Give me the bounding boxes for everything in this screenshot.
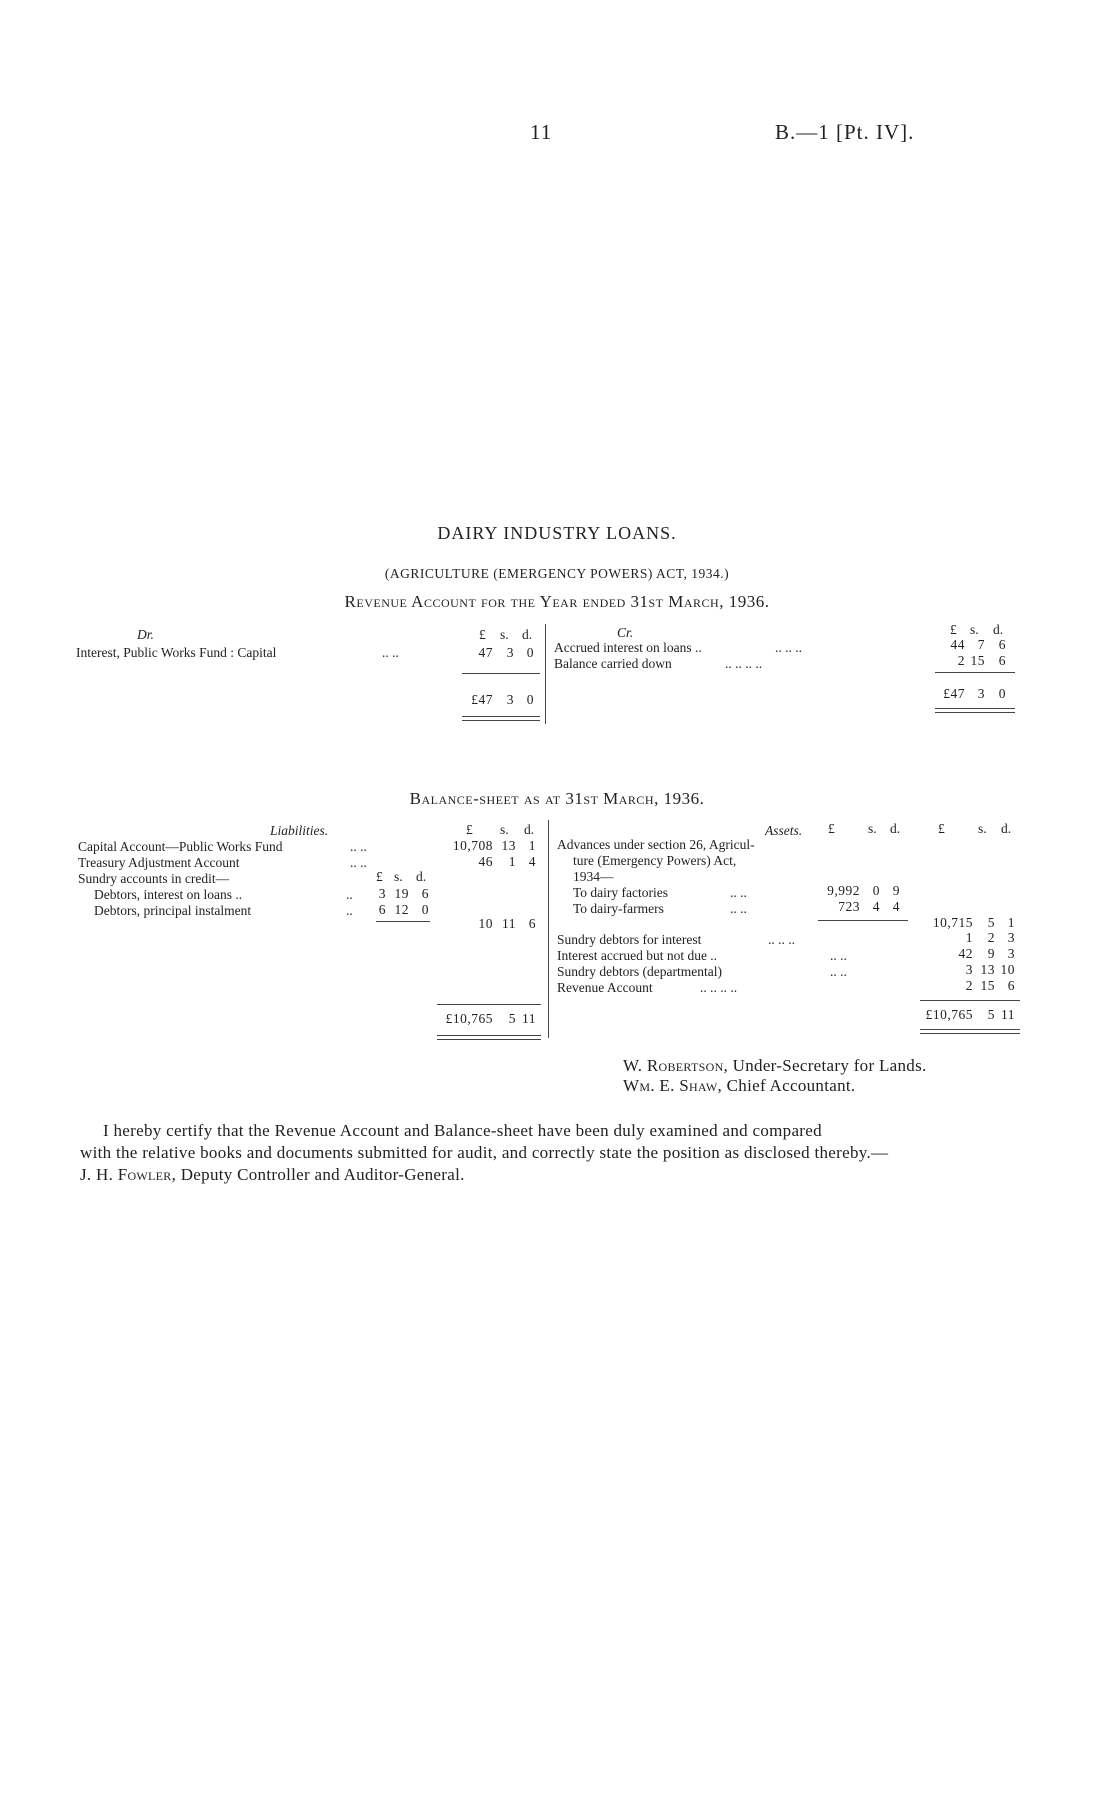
assets-shillings-head: s. [868, 821, 877, 836]
advance-label: To dairy-farmers [573, 901, 664, 916]
amount-pounds: 2 [965, 978, 973, 993]
dr-total-pounds: £47 [471, 692, 493, 707]
amount-pence: 6 [1007, 978, 1015, 993]
dr-total-rule [462, 673, 540, 674]
report-title: DAIRY INDUSTRY LOANS. [437, 523, 677, 543]
amount-pounds: 723 [838, 899, 860, 914]
amount-pence: 6 [998, 637, 1006, 652]
cr-pounds-head: £ [950, 622, 957, 637]
leader-dots: .. .. [730, 885, 747, 900]
act-subtitle: (AGRICULTURE (EMERGENCY POWERS) ACT, 1934.) [384, 566, 730, 581]
liabilities-double-rule [437, 1035, 541, 1040]
asset-label: Sundry debtors for interest [557, 932, 702, 947]
assets-pounds-head: £ [828, 821, 835, 836]
dr-total-shillings: 3 [506, 692, 514, 707]
liability-label: Capital Account—Public Works Fund [78, 839, 283, 854]
sundry-credit-label: Debtors, principal instalment [94, 903, 252, 918]
balance-divider [548, 820, 549, 1038]
assets-total-pounds: £10,765 [925, 1007, 973, 1022]
amount-pence: 0 [421, 902, 429, 917]
certification-line: I hereby certify that the Revenue Account and Balance-sheet have been duly examined and compared [103, 1121, 822, 1140]
sundry-credit-total-pence: 6 [528, 916, 536, 931]
amount-pence: 4 [892, 899, 900, 914]
assets-total-pence-head: d. [1001, 821, 1012, 836]
amount-pounds: 2 [957, 653, 965, 668]
cr-label: Cr. [617, 625, 634, 640]
signatory-name: W. Robertson, [623, 1056, 729, 1075]
advances-total-pounds: 10,715 [932, 915, 973, 930]
cr-pence-head: d. [993, 622, 1004, 637]
amount-pounds: 9,992 [827, 883, 860, 898]
amount-shillings: 15 [980, 978, 995, 993]
advances-total-shillings: 5 [987, 915, 995, 930]
amount-shillings: 13 [501, 838, 516, 853]
liab-pounds-head: £ [466, 822, 473, 837]
amount-shillings: 15 [970, 653, 985, 668]
amount-pounds: 1 [965, 930, 973, 945]
liab-shillings-head: s. [500, 822, 509, 837]
liabilities-total-shillings: 5 [508, 1011, 516, 1026]
amount-shillings: 4 [872, 899, 880, 914]
leader-dots: .. .. [830, 964, 847, 979]
amount-pence: 6 [421, 886, 429, 901]
amount-pounds: 47 [478, 645, 493, 660]
amount-pounds: 42 [958, 946, 973, 961]
document-reference: B.—1 [Pt. IV]. [775, 120, 915, 144]
leader-dots: .. [346, 903, 353, 918]
dr-shillings-head: s. [500, 627, 509, 642]
leader-dots: .. .. .. .. [725, 656, 763, 671]
assets-total-pounds-head: £ [938, 821, 945, 836]
advances-label-line: 1934— [573, 869, 614, 884]
liabilities-label: Liabilities. [270, 823, 329, 838]
leader-dots: .. .. .. .. [700, 980, 738, 995]
certification-signature [80, 1164, 465, 1186]
assets-pence-head: d. [890, 821, 901, 836]
amount-shillings: 7 [977, 637, 985, 652]
amount-pence: 6 [998, 653, 1006, 668]
assets-label: Assets. [765, 823, 803, 838]
amount-pounds: 10,708 [452, 838, 493, 853]
amount-shillings: 3 [506, 645, 514, 660]
cr-row-label: Balance carried down [554, 656, 672, 671]
amount-pounds: 46 [478, 854, 493, 869]
amount-pence: 0 [526, 645, 534, 660]
amount-pence: 10 [1000, 962, 1015, 977]
auditor-name: J. H. Fowler, [80, 1165, 177, 1184]
signatory-name: Wm. E. Shaw, [623, 1076, 723, 1095]
sundry-credit-label: Debtors, interest on loans .. [94, 887, 243, 902]
asset-label: Sundry debtors (departmental) [557, 964, 722, 979]
amount-pounds: 3 [378, 886, 386, 901]
leader-dots: .. .. [730, 901, 747, 916]
cr-row-label: Accrued interest on loans .. [554, 640, 702, 655]
amount-shillings: 12 [394, 902, 409, 917]
advances-rule [818, 920, 908, 921]
assets-total-shillings-head: s. [978, 821, 987, 836]
certification-line: with the relative books and documents submitted for audit, and correctly state the position as disclosed thereby.— [80, 1143, 889, 1162]
amount-pence: 3 [1007, 946, 1015, 961]
revenue-account-caption: Revenue Account for the Year ended 31st March, 1936. [344, 592, 770, 611]
liability-label: Treasury Adjustment Account [78, 855, 240, 870]
cr-double-rule [935, 708, 1015, 713]
amount-pence: 3 [1007, 930, 1015, 945]
assets-total-pence: 11 [1001, 1007, 1015, 1022]
liabilities-total-pounds: £10,765 [445, 1011, 493, 1026]
cr-shillings-head: s. [970, 622, 979, 637]
amount-pence: 4 [528, 854, 536, 869]
leader-dots: .. .. [382, 645, 399, 660]
revenue-divider [545, 624, 546, 724]
dr-pence-head: d. [522, 627, 533, 642]
sub-pounds-head: £ [376, 869, 383, 884]
liability-label: Sundry accounts in credit— [78, 871, 230, 886]
leader-dots: .. [346, 887, 353, 902]
amount-shillings: 2 [987, 930, 995, 945]
leader-dots: .. .. [350, 839, 367, 854]
assets-double-rule [920, 1029, 1020, 1034]
dr-row-label: Interest, Public Works Fund : Capital [76, 645, 277, 660]
signatory-title: Chief Accountant. [726, 1076, 856, 1095]
page-number: 11 [530, 120, 553, 144]
advance-label: To dairy factories [573, 885, 669, 900]
leader-dots: .. .. [830, 948, 847, 963]
dr-pounds-head: £ [479, 627, 486, 642]
signature-line [623, 1075, 855, 1097]
amount-shillings: 0 [872, 883, 880, 898]
liab-pence-head: d. [524, 822, 535, 837]
amount-shillings: 13 [980, 962, 995, 977]
liabilities-total-pence: 11 [522, 1011, 536, 1026]
asset-label: Revenue Account [557, 980, 653, 995]
auditor-title: Deputy Controller and Auditor-General. [180, 1165, 465, 1184]
amount-shillings: 19 [394, 886, 409, 901]
sundry-credit-rule [376, 921, 430, 922]
amount-pence: 1 [528, 838, 536, 853]
liabilities-total-rule [437, 1004, 541, 1005]
assets-total-shillings: 5 [987, 1007, 995, 1022]
leader-dots: .. .. .. [768, 932, 795, 947]
amount-shillings: 9 [987, 946, 995, 961]
signature-line [623, 1055, 927, 1077]
sundry-credit-total-shillings: 11 [502, 916, 516, 931]
cr-total-pence: 0 [998, 686, 1006, 701]
assets-total-rule [920, 1000, 1020, 1001]
amount-pounds: 44 [950, 637, 965, 652]
asset-label: Interest accrued but not due .. [557, 948, 718, 963]
dr-double-rule [462, 716, 540, 721]
dr-total-pence: 0 [526, 692, 534, 707]
sub-pence-head: d. [416, 869, 427, 884]
cr-total-rule [935, 672, 1015, 673]
amount-pounds: 3 [965, 962, 973, 977]
amount-shillings: 1 [508, 854, 516, 869]
cr-total-shillings: 3 [977, 686, 985, 701]
sundry-credit-total-pounds: 10 [478, 916, 493, 931]
amount-pence: 9 [892, 883, 900, 898]
leader-dots: .. .. .. [775, 640, 802, 655]
cr-total-pounds: £47 [943, 686, 965, 701]
signatory-title: Under-Secretary for Lands. [732, 1056, 927, 1075]
balance-sheet-caption: Balance-sheet as at 31st March, 1936. [409, 789, 705, 808]
advances-label-line: ture (Emergency Powers) Act, [573, 853, 737, 868]
amount-pounds: 6 [378, 902, 386, 917]
advances-total-pence: 1 [1007, 915, 1015, 930]
dr-label: Dr. [137, 627, 154, 642]
advances-label-line: Advances under section 26, Agricul- [557, 837, 755, 852]
leader-dots: .. .. [350, 855, 367, 870]
sub-shillings-head: s. [394, 869, 403, 884]
